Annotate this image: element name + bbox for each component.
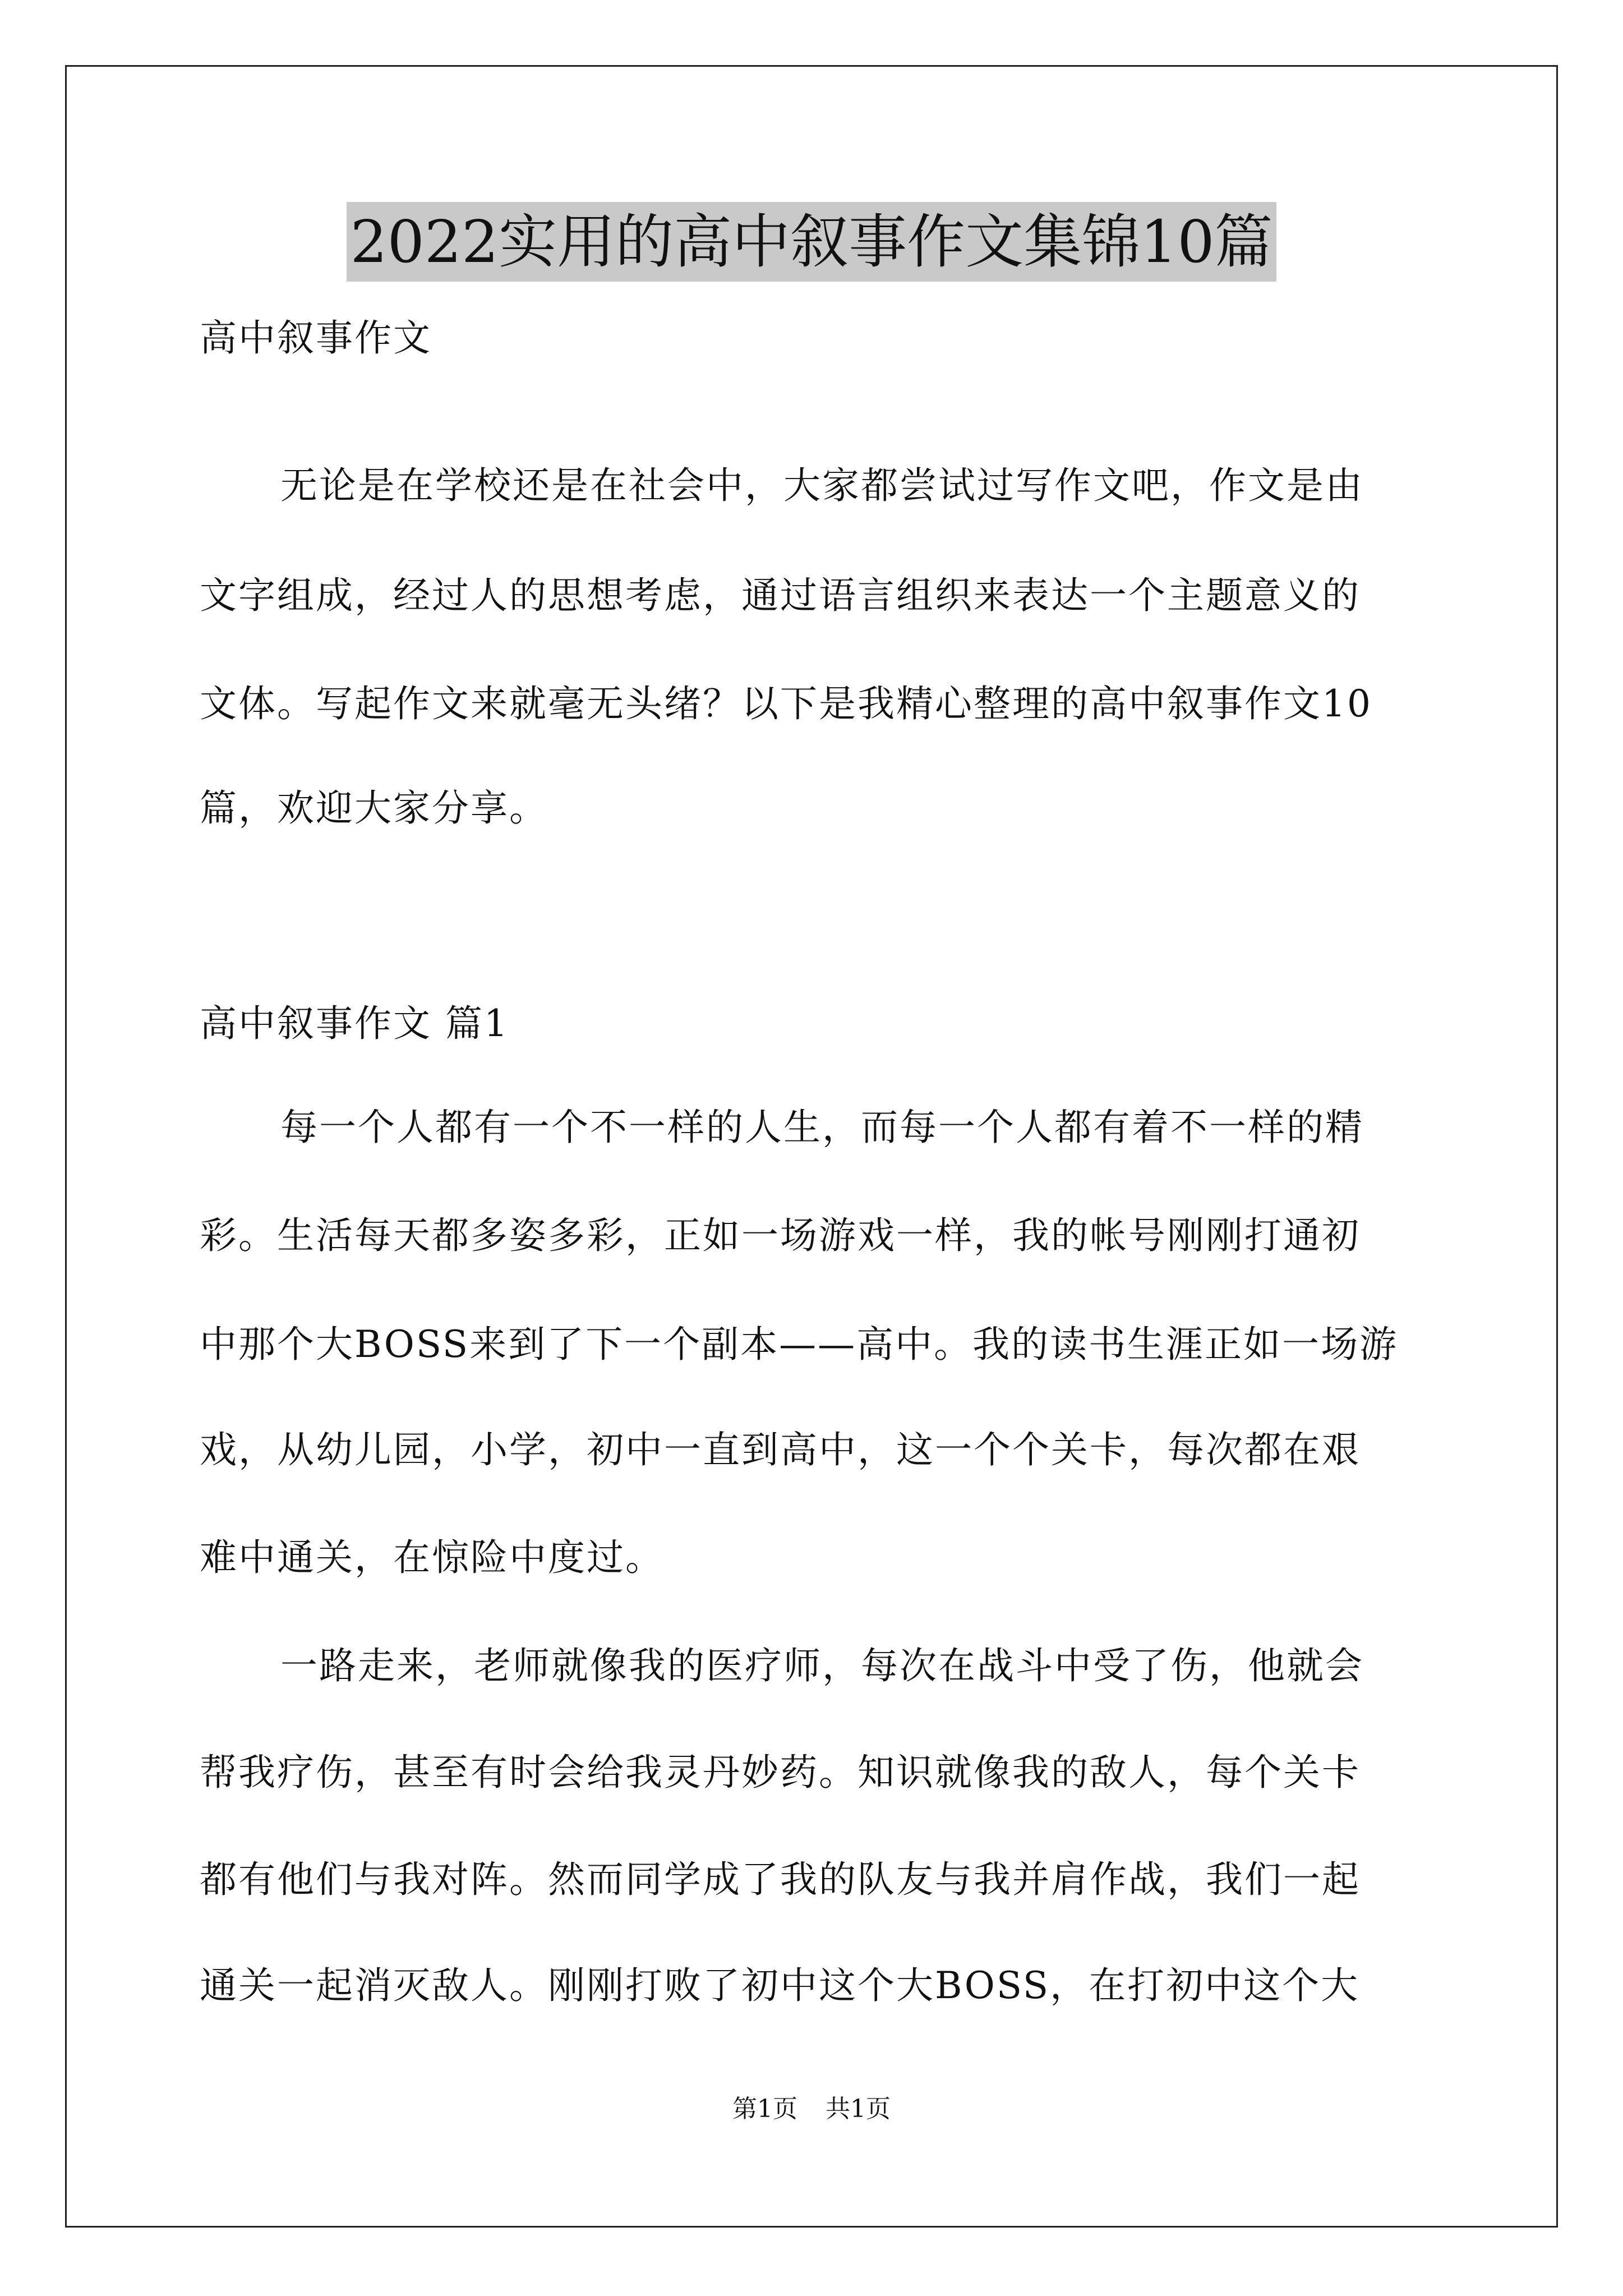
intro-line: 文字组成，经过人的思想考虑，通过语言组织来表达一个主题意义的 — [200, 574, 1361, 617]
intro-line: 文体。写起作文来就毫无头绪？以下是我精心整理的高中叙事作文10 — [200, 682, 1372, 725]
paragraph-line: 彩。生活每天都多姿多彩，正如一场游戏一样，我的帐号刚刚打通初 — [200, 1214, 1361, 1257]
paragraph-line: 一路走来，老师就像我的医疗师，每次在战斗中受了伤，他就会 — [280, 1644, 1364, 1687]
paragraph-line: 每一个人都有一个不一样的人生，而每一个人都有着不一样的精 — [280, 1106, 1364, 1149]
paragraph-line: 中那个大BOSS来到了下一个副本——高中。我的读书生涯正如一场游 — [200, 1323, 1399, 1366]
paragraph-line: 通关一起消灭敌人。刚刚打败了初中这个大BOSS，在打初中这个大 — [200, 1964, 1360, 2007]
section-heading: 高中叙事作文 篇1 — [200, 1002, 509, 1045]
paragraph-line: 都有他们与我对阵。然而同学成了我的队友与我并肩作战，我们一起 — [200, 1858, 1361, 1901]
intro-heading: 高中叙事作文 — [200, 316, 432, 360]
page-footer — [0, 2093, 1623, 2125]
paragraph-line: 帮我疗伤，甚至有时会给我灵丹妙药。知识就像我的敌人，每个关卡 — [200, 1751, 1361, 1794]
document-title: 2022实用的高中叙事作文集锦10篇 — [347, 202, 1276, 282]
paragraph-line: 难中通关，在惊险中度过。 — [200, 1536, 664, 1579]
page-number: 第1页 — [732, 2095, 797, 2123]
intro-line: 无论是在学校还是在社会中，大家都尝试过写作文吧，作文是由 — [280, 464, 1364, 507]
intro-line: 篇，欢迎大家分享。 — [200, 786, 548, 830]
page-total: 共1页 — [826, 2095, 891, 2123]
paragraph-line: 戏，从幼儿园，小学，初中一直到高中，这一个个关卡，每次都在艰 — [200, 1428, 1361, 1471]
title-container — [0, 202, 1623, 282]
